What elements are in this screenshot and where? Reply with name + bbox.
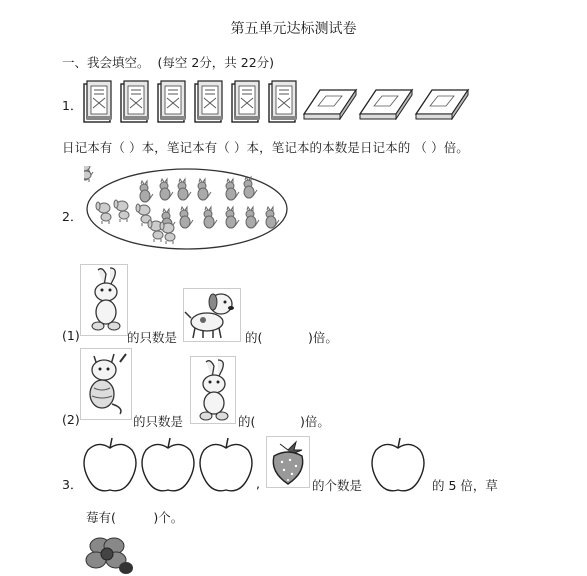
question-3-comma: , [256,476,260,491]
flower-icon [82,534,134,576]
question-2-part-1-text-a: 的只数是 [127,330,178,345]
apple-picture-single [368,432,428,494]
question-2-part-2-text-a: 的只数是 [133,414,184,429]
dog-picture-1 [183,288,241,342]
question-3-line-2: 莓有( )个。 [86,510,184,525]
diary-book-icon [82,80,302,126]
rabbit-picture-1 [80,264,128,336]
score-note: (每空 2分，共 22分) [157,55,275,70]
question-2-number: 2． [62,209,83,224]
animals-oval [84,166,290,252]
flower-picture [82,534,134,576]
question-2-part-1-text-c: )倍。 [308,330,338,345]
page-title: 第五单元达标测试卷 [230,21,357,37]
diary-books-row [82,80,302,126]
apple-icon [368,432,428,494]
strawberry-icon [266,436,310,488]
question-1-sentence: 日记本有（ ）本，笔记本有（ ）本，笔记本的本数是日记本的 （ ）倍。 [62,140,469,155]
rabbit-icon [80,264,128,336]
question-3-number: 3． [62,477,83,492]
apple-icon [82,432,254,494]
dog-icon [183,288,241,342]
question-2-part-1-text-b: 的( [245,330,263,345]
question-1-number: 1． [62,98,83,113]
strawberry-picture [266,436,310,488]
notebook-icon [302,86,472,120]
question-2-part-2-text-b: 的( [238,414,256,429]
apples-row [82,432,254,494]
question-2-part-2-label: (2) [62,412,80,427]
question-2-part-1-label: (1) [62,328,80,343]
cat-picture [80,348,132,420]
section-heading-text: 一、我会填空。 [62,55,150,70]
rabbit-picture-2 [190,356,236,424]
question-2-part-2-text-c: )倍。 [300,414,330,429]
question-3-text-b: 的 5 倍，草 [432,478,498,493]
section-heading [62,53,274,71]
rabbit-icon [190,356,236,424]
notebooks-row [302,86,472,120]
question-3-text-a: 的个数是 [312,478,363,493]
cat-icon [80,348,132,420]
